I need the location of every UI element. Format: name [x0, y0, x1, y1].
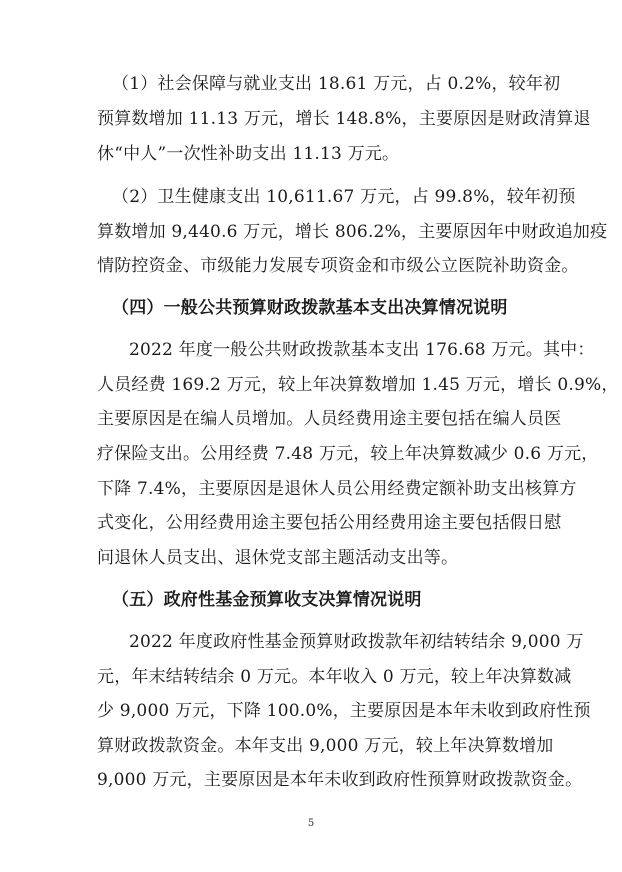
- paragraph-3-line-7: 问退休人员支出、退休党支部主题活动支出等。: [97, 548, 459, 568]
- paragraph-3-line-5: 下降 7.4%，主要原因是退休人员公用经费定额补助支出核算方: [97, 479, 577, 499]
- paragraph-4-line-1: 2022 年度政府性基金预算财政拨款年初结转结余 9,000 万: [129, 632, 584, 652]
- paragraph-2-line-1: （2）卫生健康支出 10,611.67 万元，占 99.8%，较年初预: [112, 187, 576, 207]
- paragraph-3-line-2: 人员经费 169.2 万元，较上年决算数增加 1.45 万元，增长 0.9%，: [97, 375, 619, 395]
- page-number: 5: [307, 818, 315, 829]
- paragraph-3-line-4: 疗保险支出。公用经费 7.48 万元，较上年决算数减少 0.6 万元，: [97, 444, 599, 464]
- section-heading-5: （五）政府性基金预算收支决算情况说明: [112, 590, 422, 610]
- paragraph-1-line-2: 预算数增加 11.13 万元，增长 148.8%，主要原因是财政清算退: [97, 109, 591, 129]
- paragraph-4-line-2: 元，年末结转结余 0 万元。本年收入 0 万元，较上年决算数减: [97, 667, 572, 687]
- paragraph-2-line-2: 算数增加 9,440.6 万元，增长 806.2%，主要原因年中财政追加疫: [97, 222, 608, 242]
- paragraph-3-line-3: 主要原因是在编人员增加。人员经费用途主要包括在编人员医: [97, 409, 562, 429]
- paragraph-3-line-6: 式变化，公用经费用途主要包括公用经费用途主要包括假日慰: [97, 513, 562, 533]
- paragraph-1-line-3: 休“中人”一次性补助支出 11.13 万元。: [97, 144, 400, 164]
- paragraph-4-line-3: 少 9,000 万元，下降 100.0%，主要原因是本年未收到政府性预: [97, 701, 591, 721]
- section-heading-4: （四）一般公共预算财政拨款基本支出决算情况说明: [112, 298, 508, 318]
- paragraph-2-line-3: 情防控资金、市级能力发展专项资金和市级公立医院补助资金。: [97, 256, 579, 276]
- paragraph-4-line-4: 算财政拨款资金。本年支出 9,000 万元，较上年决算数增加: [97, 736, 554, 756]
- paragraph-4-line-5: 9,000 万元，主要原因是本年未收到政府性预算财政拨款资金。: [97, 770, 583, 790]
- paragraph-1-line-1: （1）社会保障与就业支出 18.61 万元，占 0.2%，较年初: [112, 74, 561, 94]
- paragraph-3-line-1: 2022 年度一般公共财政拨款基本支出 176.68 万元。其中：: [129, 340, 595, 360]
